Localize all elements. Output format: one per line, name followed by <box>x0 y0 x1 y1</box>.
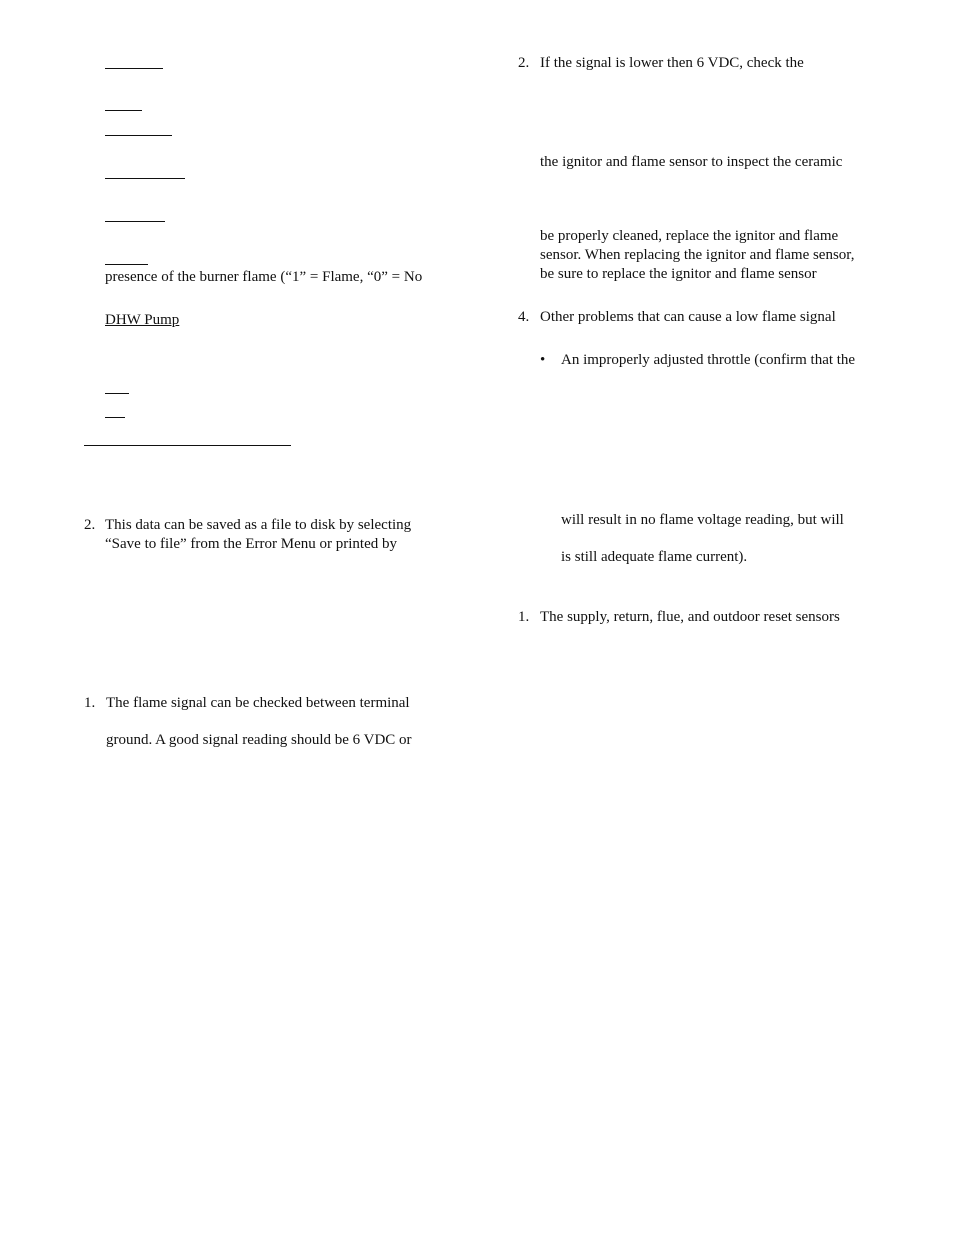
section-heading-rule <box>84 445 291 446</box>
blank-rule-6 <box>105 264 148 265</box>
list-item-text: The supply, return, flue, and outdoor reset sensors <box>540 609 840 625</box>
list-item-text: Other problems that can cause a low flame signal <box>540 309 836 325</box>
dhw-pump-label: DHW Pump <box>105 312 180 328</box>
list-item-text: ground. A good signal reading should be 6 VDC or <box>106 732 412 748</box>
list-item-text: sensor. When replacing the ignitor and flame sensor, <box>540 247 855 263</box>
list-item-text: This data can be saved as a file to disk by selecting <box>105 517 412 533</box>
blank-rule-3 <box>105 135 172 136</box>
list-number: 2. <box>84 517 96 533</box>
bullet-item-text: will result in no flame voltage reading, but will <box>561 512 844 528</box>
list-number: 4. <box>518 309 530 325</box>
list-item-text: “Save to file” from the Error Menu or printed by <box>105 536 397 552</box>
blank-rule-7 <box>105 393 129 394</box>
presence-text: presence of the burner flame (“1” = Flame, “0” = No <box>105 269 423 285</box>
bullet-icon: • <box>540 352 546 368</box>
list-item-text: be properly cleaned, replace the ignitor and flame <box>540 228 839 244</box>
list-number: 2. <box>518 55 530 71</box>
list-item-text: be sure to replace the ignitor and flame sensor <box>540 266 817 282</box>
bullet-item-text: An improperly adjusted throttle (confirm that the <box>561 352 856 368</box>
list-number: 1. <box>84 695 96 711</box>
list-item-text: the ignitor and flame sensor to inspect the ceramic <box>540 154 843 170</box>
blank-rule-5 <box>105 221 165 222</box>
blank-rule-8 <box>105 417 125 418</box>
blank-rule-4 <box>105 178 185 179</box>
list-item-text: The flame signal can be checked between terminal <box>106 695 410 711</box>
blank-rule-2 <box>105 110 142 111</box>
blank-rule-1 <box>105 68 163 69</box>
list-number: 1. <box>518 609 530 625</box>
bullet-item-text: is still adequate flame current). <box>561 549 748 565</box>
list-item-text: If the signal is lower then 6 VDC, check the <box>540 55 804 71</box>
